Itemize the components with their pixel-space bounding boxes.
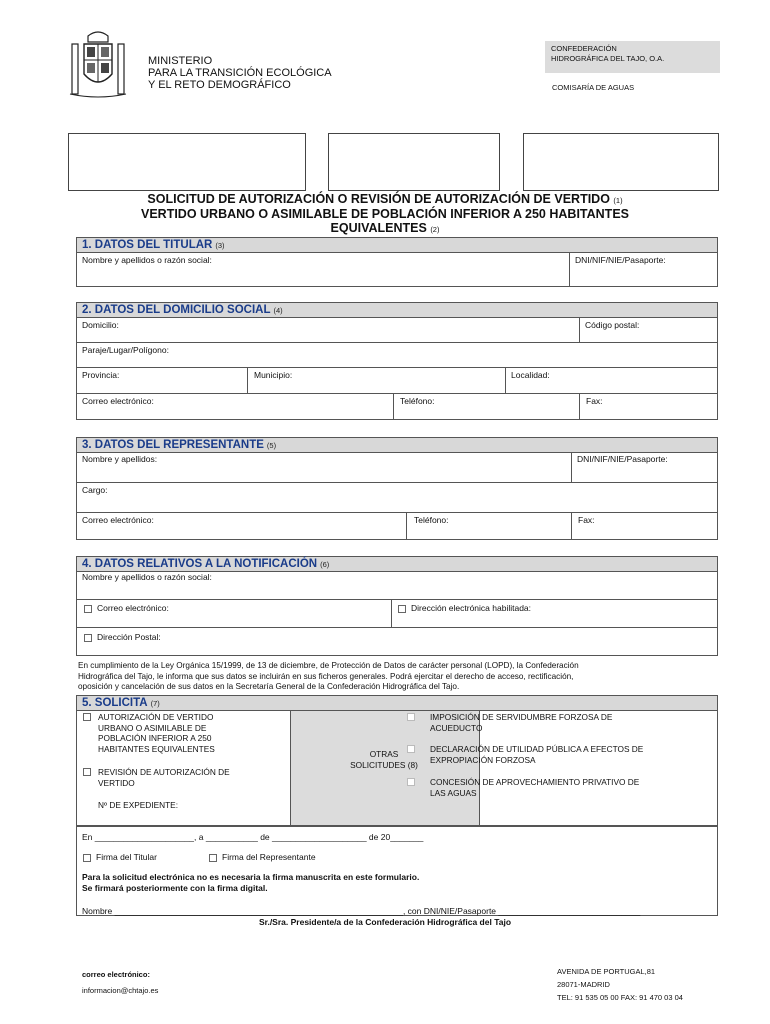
correo-field-3[interactable]: Correo electrónico: [82, 515, 154, 525]
comisaria-label: COMISARÍA DE AGUAS [552, 83, 635, 92]
section-2-header: 2. DATOS DEL DOMICILIO SOCIAL (4) [76, 302, 718, 318]
titular-name-row [76, 253, 718, 287]
footer-email-link[interactable]: informacion@chtajo.es [82, 986, 159, 995]
direccion-postal-row [76, 628, 718, 656]
concesion-checkbox[interactable] [407, 778, 415, 786]
autorizacion-checkbox[interactable] [83, 713, 91, 721]
option-servidumbre[interactable]: IMPOSICIÓN DE SERVIDUMBRE FORZOSA DE ACUEDUCTO [407, 712, 612, 733]
electronic-signature-note: Para la solicitud electrónica no es necesaria la firma manuscrita en este formulario. Se firmará posteriormente con la firma digital. [82, 872, 420, 893]
firma-representante-option[interactable]: Firma del Representante [209, 852, 316, 862]
contact-row-2 [76, 394, 718, 420]
telefono-field-3[interactable]: Teléfono: [414, 515, 449, 525]
telefono-field-2[interactable]: Teléfono: [400, 396, 435, 406]
notificacion-name-row [76, 572, 718, 600]
revision-checkbox[interactable] [83, 768, 91, 776]
footer-address-block: AVENIDA DE PORTUGAL,81 28071-MADRID TEL: 91 535 05 00 FAX: 91 470 03 04 [557, 967, 683, 1002]
ministry-name: MINISTERIO PARA LA TRANSICIÓN ECOLÓGICA Y EL RETO DEMOGRÁFICO [148, 55, 332, 91]
section-3-header: 3. DATOS DEL REPRESENTANTE (5) [76, 437, 718, 453]
paraje-field[interactable]: Paraje/Lugar/Polígono: [82, 345, 169, 355]
form-title-line-1: SOLICITUD DE AUTORIZACIÓN O REVISIÓN DE AUTORIZACIÓN DE VERTIDO (1) [147, 192, 623, 206]
section-5-header: 5. SOLICITA (7) [76, 695, 718, 711]
date-line[interactable]: En _____________________, a ___________ de ____________________ de 20_______ [82, 832, 424, 842]
option-utilidad-publica[interactable]: DECLARACIÓN DE UTILIDAD PÚBLICA A EFECTOS DE EXPROPIACIÓN FORZOSA [407, 744, 643, 765]
domicilio-field[interactable]: Domicilio: [82, 320, 119, 330]
titular-dni-field[interactable]: DNI/NIF/NIE/Pasaporte: [575, 255, 666, 265]
nombre-line[interactable]: Nombre _____________________________________________________________, con DNI/NIE/Pasaporte ______________________________ [82, 906, 641, 916]
form-title-line-2: VERTIDO URBANO O ASIMILABLE DE POBLACIÓN INFERIOR A 250 HABITANTES [141, 207, 629, 221]
footer-email-block: correo electrónico: informacion@chtajo.es [82, 970, 159, 995]
section-4-header: 4. DATOS RELATIVOS A LA NOTIFICACIÓN (6) [76, 556, 718, 572]
cargo-row [76, 483, 718, 513]
codigo-postal-field[interactable]: Código postal: [585, 320, 640, 330]
localidad-field[interactable]: Localidad: [511, 370, 550, 380]
representante-name-row [76, 453, 718, 483]
direccion-postal-checkbox[interactable] [84, 634, 92, 642]
representante-dni-field[interactable]: DNI/NIF/NIE/Pasaporte: [577, 454, 668, 464]
provincia-field[interactable]: Provincia: [82, 370, 120, 380]
coat-of-arms-logo [68, 30, 128, 100]
form-title-line-3: EQUIVALENTES (2) [330, 221, 440, 235]
cargo-field[interactable]: Cargo: [82, 485, 108, 495]
correo-option[interactable]: Correo electrónico: [84, 603, 169, 613]
municipio-field[interactable]: Municipio: [254, 370, 293, 380]
domicilio-row [76, 318, 718, 343]
confederacion-box: CONFEDERACIÓN HIDROGRÁFICA DEL TAJO, O.A. [545, 41, 720, 73]
contact-row-3 [76, 513, 718, 540]
firma-titular-option[interactable]: Firma del Titular [83, 852, 157, 862]
fax-field-3[interactable]: Fax: [578, 515, 595, 525]
option-autorizacion[interactable]: AUTORIZACIÓN DE VERTIDO URBANO O ASIMILABLE DE POBLACIÓN INFERIOR A 250 HABITANTES EQUIVALENTES [83, 712, 215, 754]
option-concesion[interactable]: CONCESIÓN DE APROVECHAMIENTO PRIVATIVO DE LAS AGUAS [407, 777, 639, 798]
fax-field-2[interactable]: Fax: [586, 396, 603, 406]
paraje-row [76, 343, 718, 368]
direccion-postal-option[interactable]: Dirección Postal: [84, 632, 161, 642]
firma-representante-checkbox[interactable] [209, 854, 217, 862]
correo-field-2[interactable]: Correo electrónico: [82, 396, 154, 406]
utilidad-publica-checkbox[interactable] [407, 745, 415, 753]
servidumbre-checkbox[interactable] [407, 713, 415, 721]
otras-solicitudes-label: OTRAS SOLICITUDES (8) [350, 749, 418, 770]
addressee: Sr./Sra. Presidente/a de la Confederación Hidrográfica del Tajo [258, 917, 512, 927]
lopd-notice: En cumplimiento de la Ley Orgánica 15/1999, de 13 de diciembre, de Protección de Datos de carácter personal (LOPD), la Confederación Hidrográfica del Tajo, le informa que sus datos se incluirán en sus ficheros generales. Podrá ejercitar el derecho de acceso, rectificación, oposición y cancelación de sus datos en la Secretaría General de la Confederación Hidrográfica del Tajo. [78, 661, 579, 691]
direccion-electronica-option[interactable]: Dirección electrónica habilitada: [398, 603, 531, 613]
section-1-header: 1. DATOS DEL TITULAR (3) [76, 237, 718, 253]
registration-box-3[interactable] [523, 133, 719, 191]
option-revision[interactable]: REVISIÓN DE AUTORIZACIÓN DE VERTIDO [83, 767, 230, 788]
direccion-electronica-checkbox[interactable] [398, 605, 406, 613]
solicita-body [76, 711, 718, 826]
signature-area [76, 826, 718, 916]
registration-box-1[interactable] [68, 133, 306, 191]
expediente-field[interactable]: Nº DE EXPEDIENTE: [98, 800, 179, 810]
provincia-row [76, 368, 718, 394]
notificacion-name-field[interactable]: Nombre y apellidos o razón social: [82, 572, 212, 582]
firma-titular-checkbox[interactable] [83, 854, 91, 862]
representante-name-field[interactable]: Nombre y apellidos: [82, 454, 158, 464]
registration-box-2[interactable] [328, 133, 500, 191]
notificacion-channel-row [76, 600, 718, 628]
correo-checkbox[interactable] [84, 605, 92, 613]
titular-name-field[interactable]: Nombre y apellidos o razón social: [82, 255, 212, 265]
